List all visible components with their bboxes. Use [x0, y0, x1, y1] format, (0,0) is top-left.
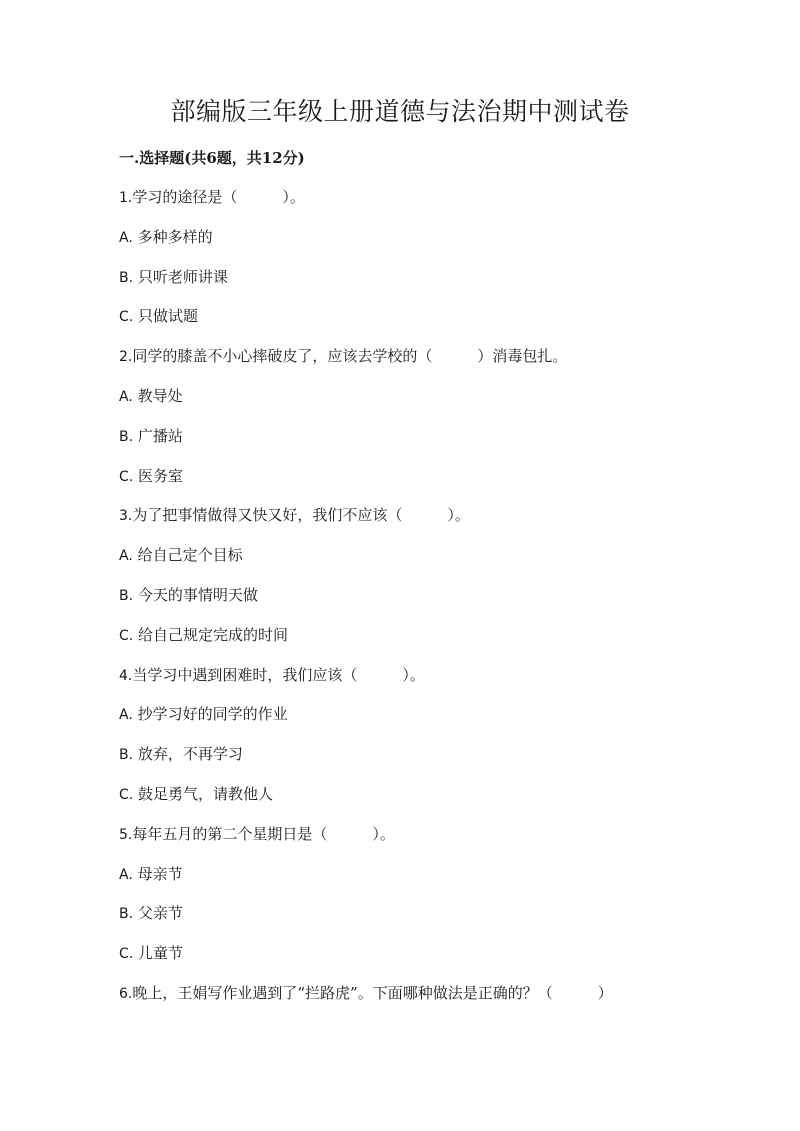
option-letter: C.: [119, 946, 134, 963]
question-text: 学习的途径是（ ）。: [132, 188, 305, 206]
question-3: [119, 504, 739, 544]
question-text: 为了把事情做得又快又好，我们不应该（ ）。: [132, 506, 470, 525]
option-letter: B.: [119, 587, 134, 604]
page-title: 部编版三年级上册道德与法治期中测试卷: [170, 97, 630, 126]
option-text: 多种多样的: [137, 227, 213, 246]
question-number: 4.: [119, 667, 133, 684]
option-text: 教导处: [137, 386, 183, 405]
question-number: 5.: [119, 826, 133, 843]
option-letter: A.: [119, 707, 133, 724]
option-text: 儿童节: [138, 944, 184, 963]
option-text: 抄学习好的同学的作业: [137, 705, 288, 724]
question-number: 2.: [119, 349, 133, 366]
option-text: 给自己定个目标: [137, 546, 243, 565]
question-2-option-c: [119, 465, 739, 505]
option-letter: B.: [119, 269, 134, 286]
question-1-option-c: [119, 305, 739, 345]
option-text: 鼓足勇气，请教他人: [138, 784, 274, 803]
option-text: 只做试题: [138, 307, 199, 326]
question-1-option-a: [119, 226, 739, 266]
option-letter: C.: [119, 786, 134, 803]
question-number: 6.: [119, 985, 133, 1002]
question-5-option-b: [119, 902, 739, 942]
question-text: 当学习中遇到困难时，我们应该（ ）。: [132, 665, 425, 684]
question-3-option-b: [119, 584, 739, 624]
question-2: [119, 345, 739, 385]
option-text: 只听老师讲课: [137, 267, 228, 286]
question-2-option-b: [119, 425, 739, 465]
option-letter: A.: [119, 229, 133, 246]
option-letter: B.: [119, 747, 134, 764]
question-4-option-c: [119, 783, 739, 823]
section-heading: 一.选择题(共6题，共12分): [119, 149, 305, 167]
option-letter: A.: [119, 388, 133, 405]
option-text: 母亲节: [137, 864, 183, 883]
question-3-option-c: [119, 624, 739, 664]
question-3-option-a: [119, 544, 739, 584]
question-number: 1.: [119, 190, 133, 206]
option-letter: B.: [119, 906, 134, 923]
option-letter: A.: [119, 866, 133, 883]
question-5-option-a: [119, 863, 739, 903]
question-4: [119, 664, 739, 704]
option-text: 广播站: [137, 426, 183, 445]
option-letter: C.: [119, 309, 134, 326]
question-5: [119, 823, 739, 863]
question-list: [119, 186, 739, 1022]
question-2-option-a: [119, 385, 739, 425]
option-letter: A.: [119, 548, 133, 565]
question-text: 同学的膝盖不小心摔破皮了，应该去学校的（ ）消毒包扎。: [132, 347, 568, 366]
option-text: 放弃，不再学习: [137, 745, 243, 764]
question-5-option-c: [119, 942, 739, 982]
question-4-option-b: [119, 743, 739, 783]
question-text: 晚上，王娟写作业遇到了“拦路虎”。下面哪种做法是正确的？（ ）: [132, 983, 613, 1002]
question-1-option-b: [119, 266, 739, 306]
question-1: [119, 186, 739, 226]
option-text: 给自己规定完成的时间: [138, 625, 289, 644]
option-letter: B.: [119, 428, 134, 445]
option-letter: C.: [119, 627, 134, 644]
question-4-option-a: [119, 703, 739, 743]
question-number: 3.: [119, 508, 133, 525]
question-6: [119, 982, 739, 1022]
question-text: 每年五月的第二个星期日是（ ）。: [132, 824, 395, 843]
option-text: 医务室: [138, 466, 184, 485]
option-letter: C.: [119, 468, 134, 485]
option-text: 父亲节: [137, 904, 183, 923]
option-text: 今天的事情明天做: [137, 585, 258, 604]
